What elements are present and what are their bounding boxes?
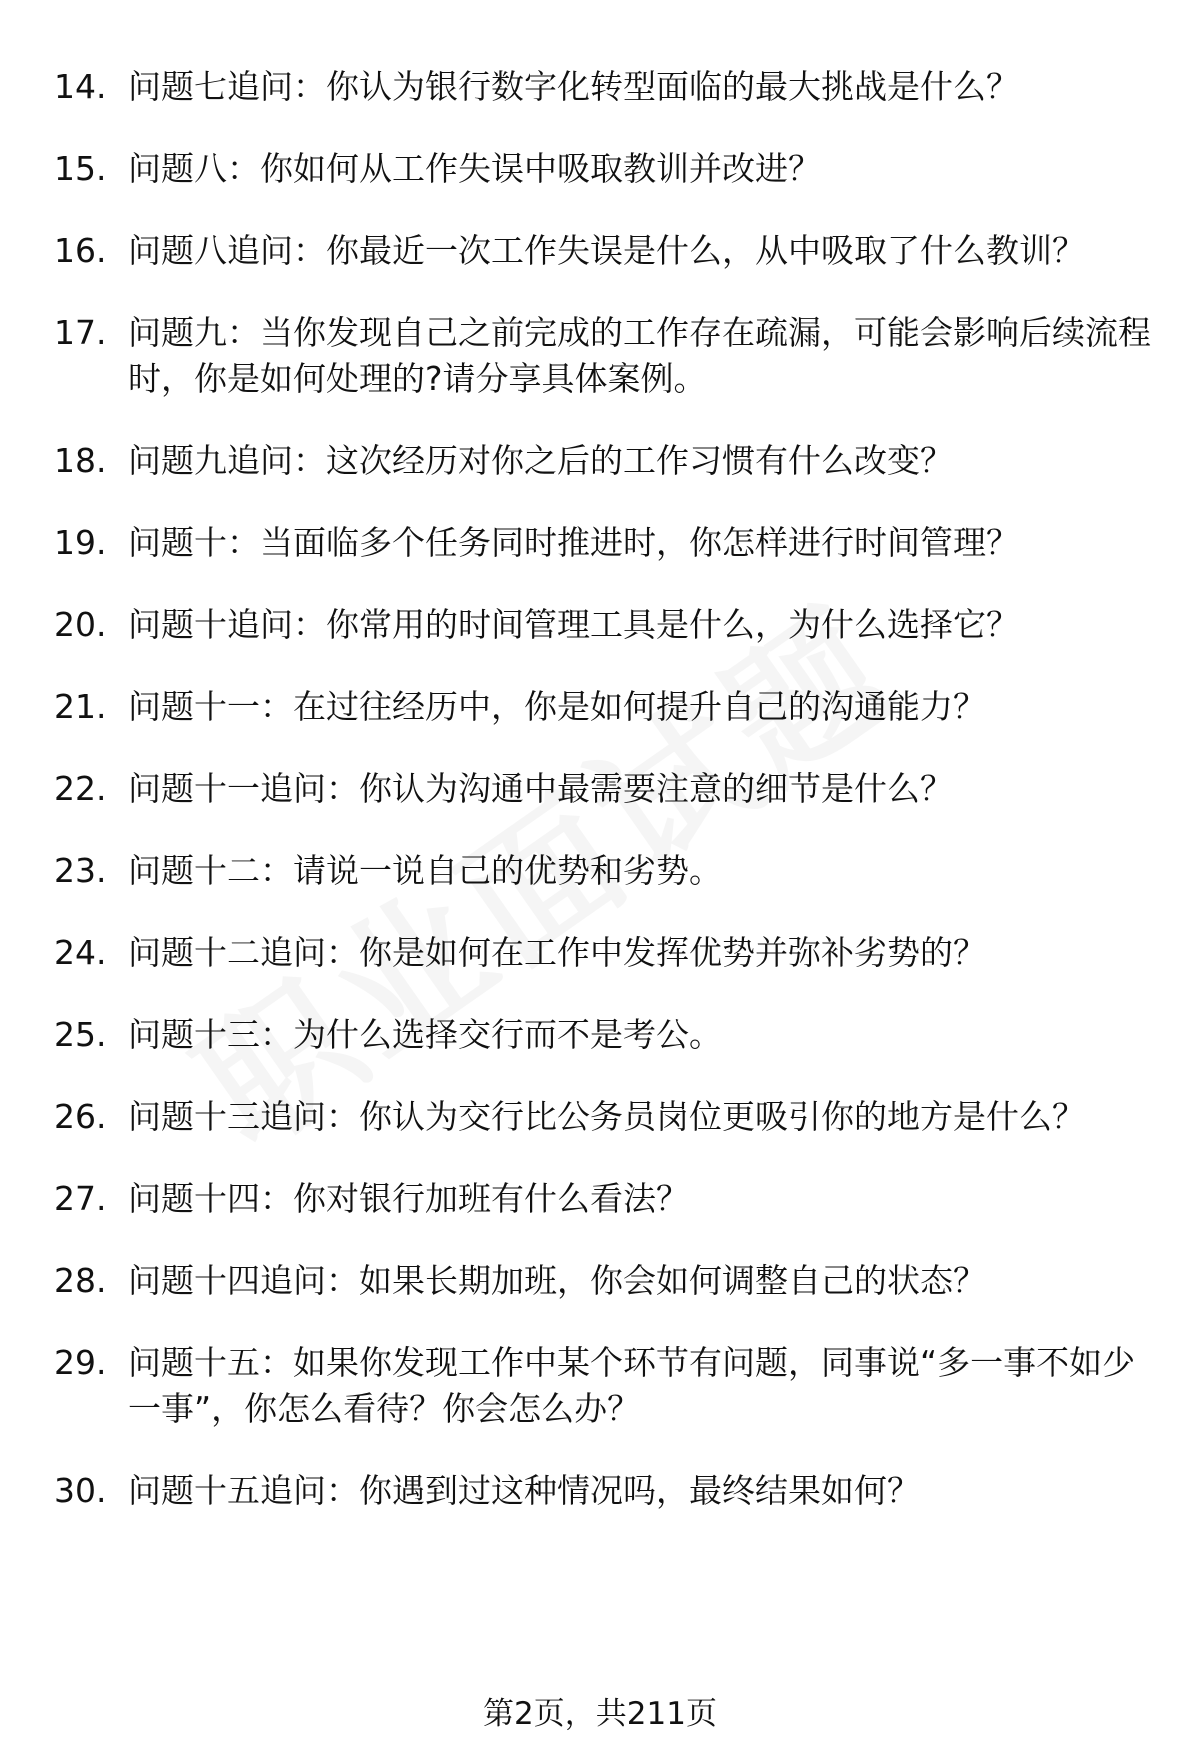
- question-number: 27.: [54, 1179, 107, 1218]
- list-item: [54, 684, 1154, 730]
- question-number: 26.: [54, 1097, 107, 1136]
- list-item: [54, 1340, 1154, 1432]
- question-text: 问题十二追问：你是如何在工作中发挥优势并弥补劣势的？: [128, 933, 986, 972]
- question-number: 14.: [54, 67, 107, 106]
- question-number: 24.: [54, 933, 107, 972]
- question-number: 21.: [54, 687, 107, 726]
- question-text: 问题十四追问：如果长期加班，你会如何调整自己的状态？: [128, 1261, 986, 1300]
- question-text: 问题十四：你对银行加班有什么看法？: [128, 1179, 689, 1218]
- list-item: [54, 228, 1154, 274]
- question-number: 25.: [54, 1015, 107, 1054]
- list-item: [54, 1258, 1154, 1304]
- list-item: [54, 1468, 1154, 1514]
- question-number: 28.: [54, 1261, 107, 1300]
- question-text: 问题九追问：这次经历对你之后的工作习惯有什么改变？: [128, 441, 953, 480]
- question-number: 30.: [54, 1471, 107, 1510]
- question-text: 问题七追问：你认为银行数字化转型面临的最大挑战是什么？: [128, 67, 1019, 106]
- question-text: 问题十追问：你常用的时间管理工具是什么，为什么选择它？: [128, 605, 1019, 644]
- question-text: 问题十一追问：你认为沟通中最需要注意的细节是什么？: [128, 769, 953, 808]
- question-text: 问题八：你如何从工作失误中吸取教训并改进？: [128, 149, 821, 188]
- question-text: 问题十：当面临多个任务同时推进时，你怎样进行时间管理？: [128, 523, 1019, 562]
- question-number: 29.: [54, 1343, 107, 1382]
- page-indicator: 第2页，共211页: [483, 1696, 717, 1732]
- question-number: 20.: [54, 605, 107, 644]
- list-item: [54, 438, 1154, 484]
- question-list: [54, 64, 1154, 1550]
- question-number: 17.: [54, 313, 107, 352]
- question-text: 问题十二：请说一说自己的优势和劣势。: [128, 851, 722, 890]
- question-text: 问题十五：如果你发现工作中某个环节有问题，同事说“多一事不如少一事”，你怎么看待？你会怎么办？: [128, 1343, 1136, 1428]
- question-text: 问题十三：为什么选择交行而不是考公。: [128, 1015, 722, 1054]
- question-number: 18.: [54, 441, 107, 480]
- list-item: [54, 1012, 1154, 1058]
- list-item: [54, 520, 1154, 566]
- list-item: [54, 64, 1154, 110]
- list-item: [54, 1094, 1154, 1140]
- question-number: 19.: [54, 523, 107, 562]
- question-text: 问题八追问：你最近一次工作失误是什么，从中吸取了什么教训？: [128, 231, 1085, 270]
- list-item: [54, 848, 1154, 894]
- list-item: [54, 1176, 1154, 1222]
- question-text: 问题十五追问：你遇到过这种情况吗，最终结果如何？: [128, 1471, 920, 1510]
- list-item: [54, 310, 1154, 402]
- question-number: 15.: [54, 149, 107, 188]
- list-item: [54, 930, 1154, 976]
- question-text: 问题十三追问：你认为交行比公务员岗位更吸引你的地方是什么？: [128, 1097, 1085, 1136]
- list-item: [54, 602, 1154, 648]
- question-number: 16.: [54, 231, 107, 270]
- question-number: 23.: [54, 851, 107, 890]
- list-item: [54, 766, 1154, 812]
- question-text: 问题九：当你发现自己之前完成的工作存在疏漏，可能会影响后续流程时，你是如何处理的?请分享具体案例。: [128, 313, 1151, 398]
- question-text: 问题十一：在过往经历中，你是如何提升自己的沟通能力？: [128, 687, 986, 726]
- question-number: 22.: [54, 769, 107, 808]
- list-item: [54, 146, 1154, 192]
